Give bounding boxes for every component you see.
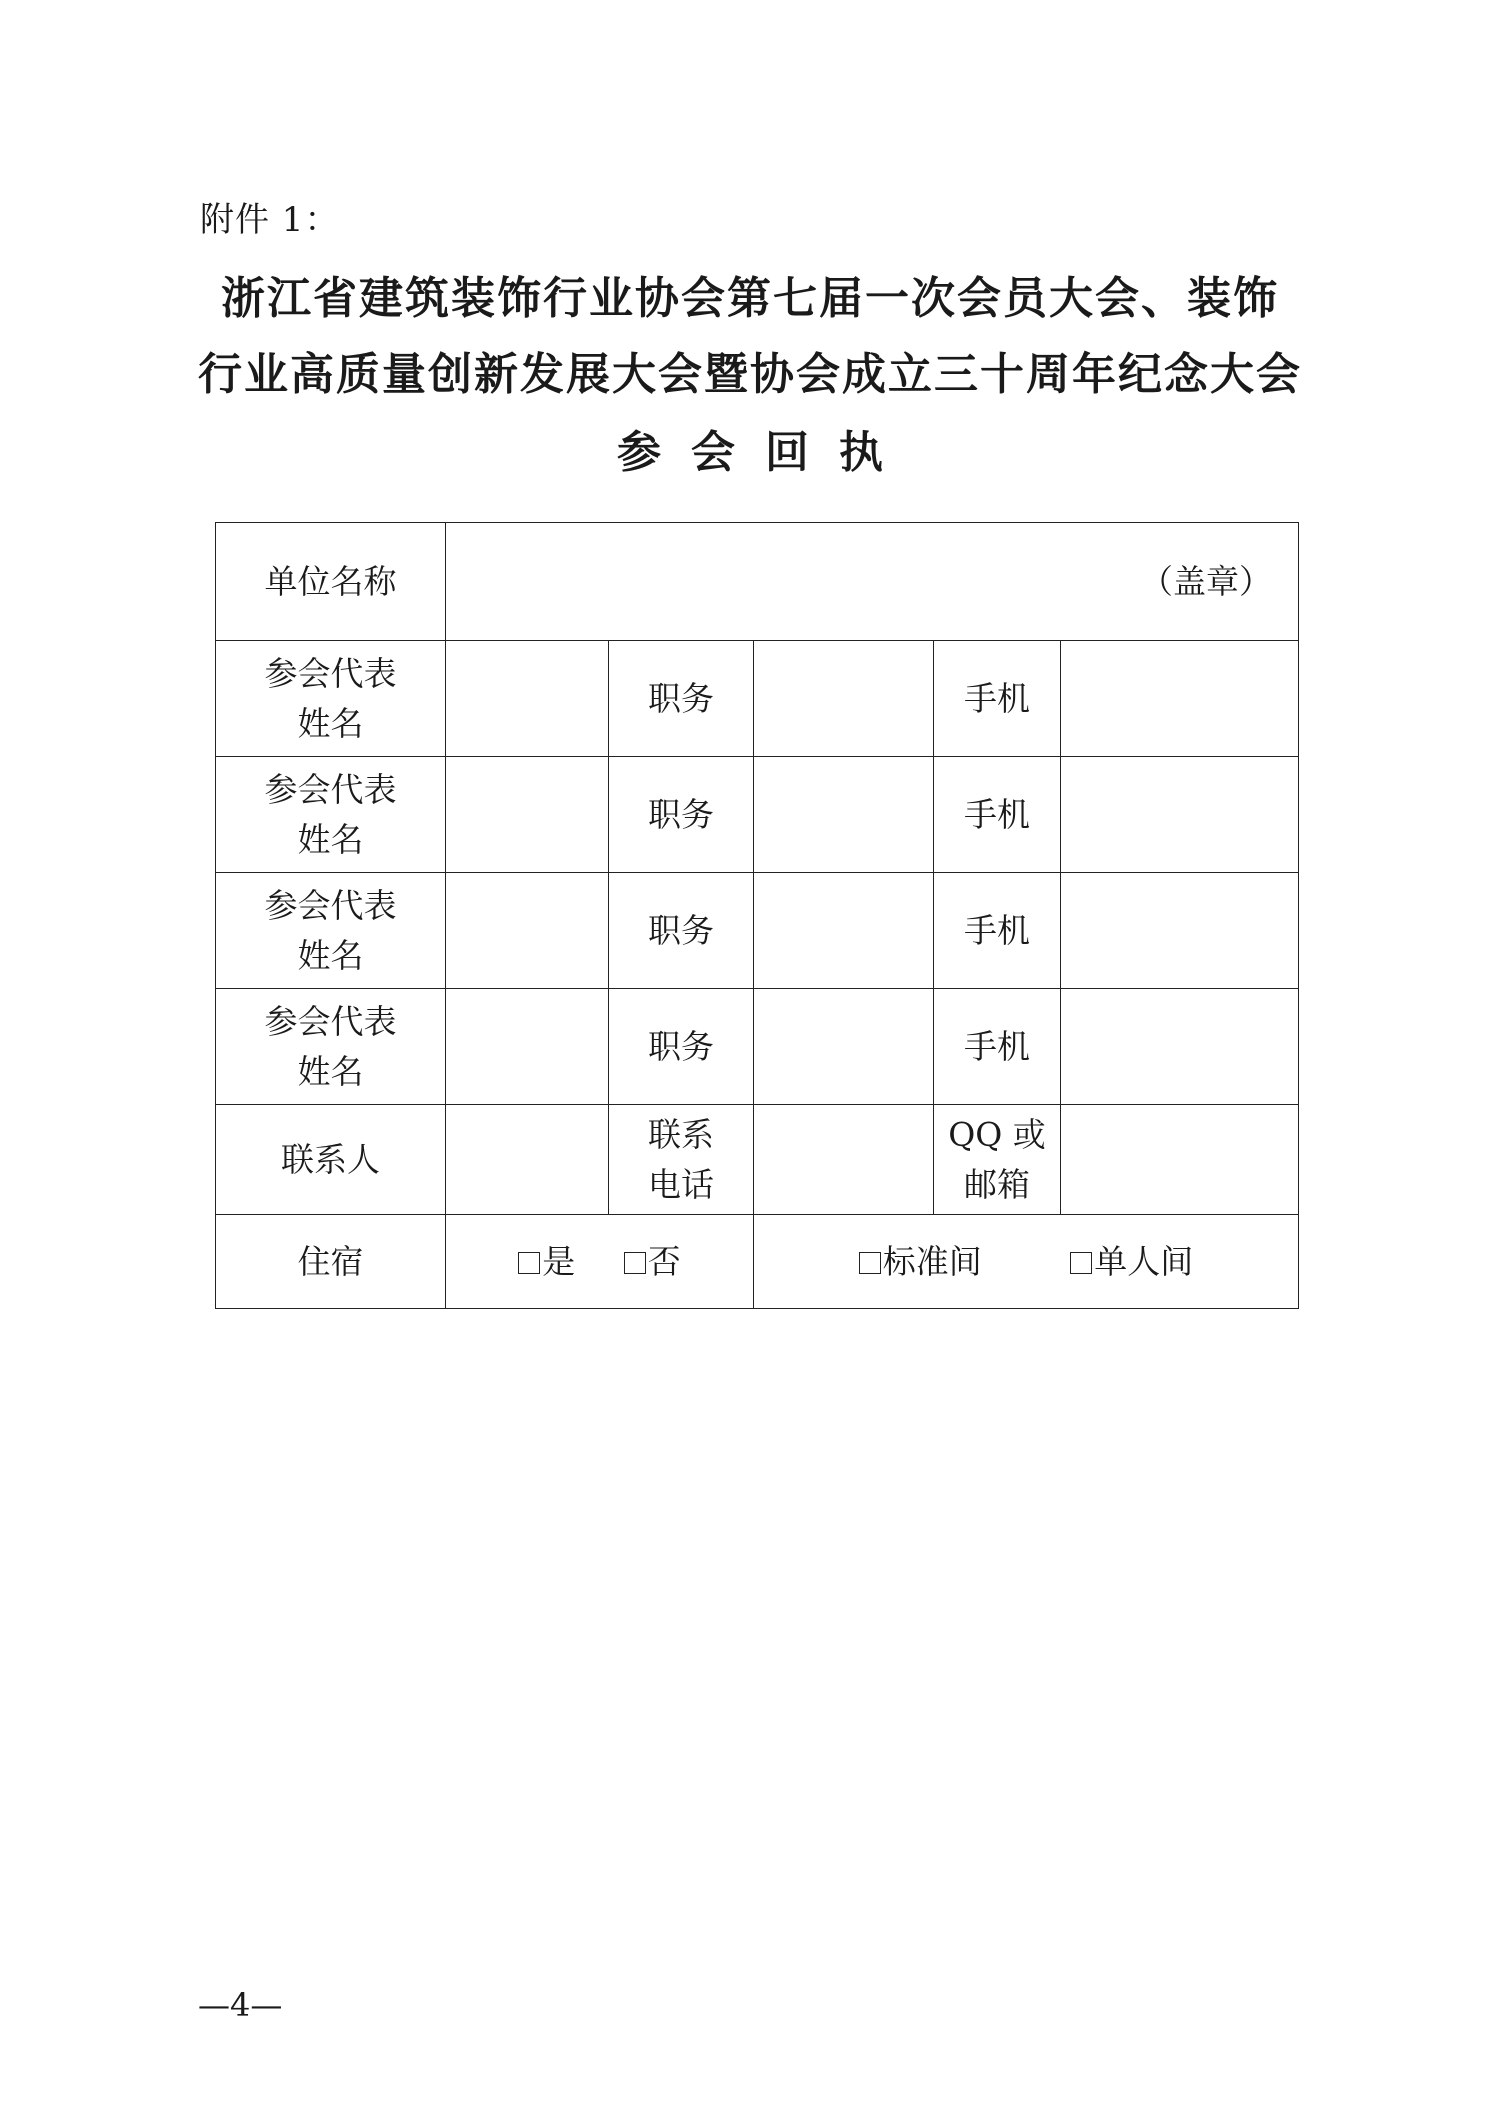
- contact-phone-label: [609, 1105, 754, 1215]
- lodging-choice: [446, 1215, 754, 1309]
- label-line: 姓名: [297, 935, 364, 975]
- mobile-field[interactable]: [1061, 989, 1299, 1105]
- label-line: 姓名: [297, 1051, 364, 1091]
- label-line: 电话: [648, 1164, 714, 1204]
- representative-name-label: [216, 873, 446, 989]
- option-label: 单人间: [1094, 1241, 1194, 1281]
- unit-name-field[interactable]: [446, 523, 1299, 641]
- unit-name-label: 单位名称: [216, 523, 446, 641]
- representative-row: [216, 989, 1299, 1105]
- checkbox-icon[interactable]: [859, 1252, 881, 1274]
- seal-note: （盖章）: [1140, 561, 1273, 601]
- mobile-label: 手机: [934, 873, 1061, 989]
- label-line: 参会代表: [264, 653, 397, 693]
- room-type-choice: [754, 1215, 1299, 1309]
- form-title: 参会回执: [617, 427, 913, 478]
- standard-room-option[interactable]: [859, 1237, 982, 1287]
- page-number: —4—: [198, 1986, 283, 2024]
- option-label: 否: [647, 1241, 681, 1281]
- label-line: 姓名: [297, 819, 364, 859]
- representative-row: [216, 641, 1299, 757]
- representative-row: [216, 757, 1299, 873]
- mobile-label: 手机: [934, 989, 1061, 1105]
- contact-person-field[interactable]: [446, 1105, 609, 1215]
- position-field[interactable]: [754, 873, 934, 989]
- label-line: 参会代表: [264, 769, 397, 809]
- checkbox-icon[interactable]: [518, 1252, 540, 1274]
- label-line: 参会代表: [264, 1001, 397, 1041]
- position-label: 职务: [609, 757, 754, 873]
- position-field[interactable]: [754, 757, 934, 873]
- representative-name-field[interactable]: [446, 989, 609, 1105]
- label-line: QQ 或: [948, 1114, 1046, 1154]
- position-field[interactable]: [754, 989, 934, 1105]
- option-label: 标准间: [882, 1241, 982, 1281]
- label-line: 姓名: [297, 703, 364, 743]
- mobile-label: 手机: [934, 757, 1061, 873]
- representative-name-label: [216, 641, 446, 757]
- contact-person-label: 联系人: [216, 1105, 446, 1215]
- unit-row: [216, 523, 1299, 641]
- mobile-field[interactable]: [1061, 873, 1299, 989]
- lodging-row: [216, 1215, 1299, 1309]
- contact-phone-field[interactable]: [754, 1105, 934, 1215]
- representative-name-field[interactable]: [446, 873, 609, 989]
- representative-name-field[interactable]: [446, 641, 609, 757]
- representative-name-label: [216, 989, 446, 1105]
- mobile-field[interactable]: [1061, 641, 1299, 757]
- checkbox-icon[interactable]: [624, 1252, 646, 1274]
- lodging-label: 住宿: [216, 1215, 446, 1309]
- lodging-no-option[interactable]: [624, 1237, 681, 1287]
- mobile-field[interactable]: [1061, 757, 1299, 873]
- option-label: 是: [542, 1241, 576, 1281]
- title-line-1: 浙江省建筑装饰行业协会第七届一次会员大会、装饰: [221, 273, 1279, 324]
- registration-form-table: [215, 522, 1299, 1309]
- label-line: 联系: [648, 1114, 714, 1154]
- position-field[interactable]: [754, 641, 934, 757]
- single-room-option[interactable]: [1070, 1237, 1193, 1287]
- label-line: 参会代表: [264, 885, 397, 925]
- qq-email-field[interactable]: [1061, 1105, 1299, 1215]
- position-label: 职务: [609, 641, 754, 757]
- title-line-2: 行业高质量创新发展大会暨协会成立三十周年纪念大会: [198, 349, 1302, 400]
- attachment-label: 附件 1：: [200, 200, 340, 240]
- position-label: 职务: [609, 989, 754, 1105]
- representative-row: [216, 873, 1299, 989]
- contact-row: [216, 1105, 1299, 1215]
- qq-email-label: [934, 1105, 1061, 1215]
- representative-name-field[interactable]: [446, 757, 609, 873]
- checkbox-icon[interactable]: [1070, 1252, 1092, 1274]
- position-label: 职务: [609, 873, 754, 989]
- mobile-label: 手机: [934, 641, 1061, 757]
- lodging-yes-option[interactable]: [518, 1237, 575, 1287]
- label-line: 邮箱: [964, 1164, 1030, 1204]
- representative-name-label: [216, 757, 446, 873]
